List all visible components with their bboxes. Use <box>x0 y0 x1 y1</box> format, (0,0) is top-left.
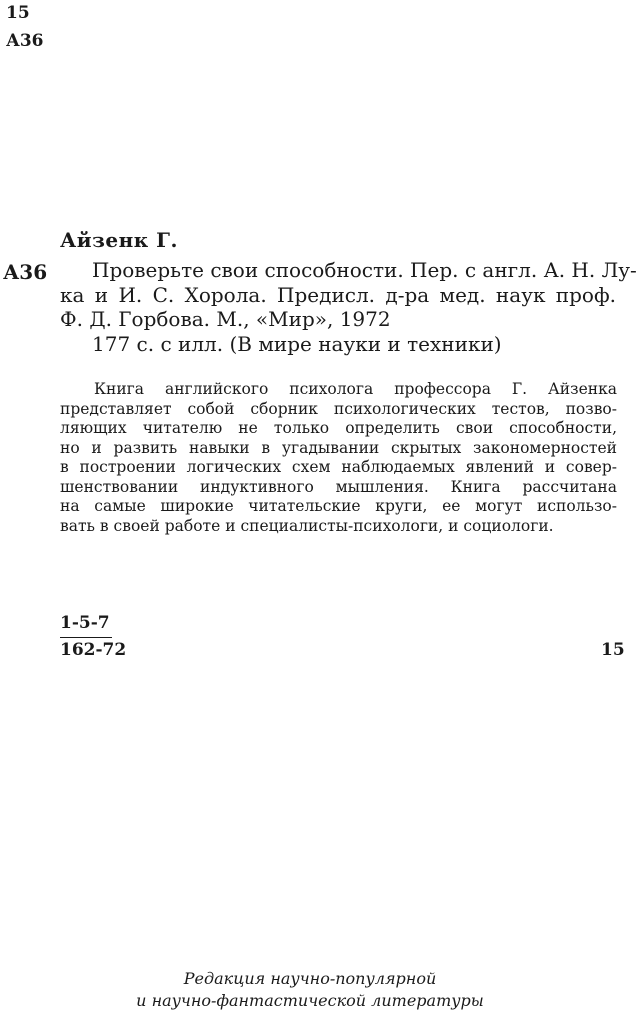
annotation-line: но и развить навыки в угадывании скрытых закономерностей <box>60 438 617 457</box>
annotation-line: вать в своей работе и специалисты-психологи, и социологи. <box>60 516 554 535</box>
bibliographic-record <box>60 258 637 356</box>
bib-line: ка и И. С. Хорола. Предисл. д-ра мед. наук проф. <box>60 282 616 307</box>
author-mark: А36 <box>3 260 48 284</box>
footer-line: и научно-фантастической литературы <box>136 991 484 1010</box>
annotation-line: Книга английского психолога профессора Г. Айзенка <box>94 380 617 398</box>
bib-line: 177 с. с илл. (В мире науки и техники) <box>92 331 502 356</box>
udc-class-number: 15 <box>6 3 30 23</box>
annotation-line: в построении логических схем наблюдаемых явлений и совер- <box>60 458 617 476</box>
annotation-line: шенствовании индуктивного мышления. Книга рассчитана <box>60 477 617 496</box>
annotation-line: ляющих читателю не только определить свои способности, <box>60 419 617 437</box>
bib-line: Ф. Д. Горбова. М., «Мир», 1972 <box>60 307 391 331</box>
annotation <box>60 380 617 536</box>
bib-line: Проверьте свои способности. Пер. с англ. А. Н. Лу- <box>92 258 637 282</box>
author-heading: Айзенк Г. <box>60 228 178 252</box>
index-code-right: 15 <box>601 640 625 660</box>
annotation-line: на самые широкие читательские круги, ее могут использо- <box>60 497 617 515</box>
annotation-line: представляет собой сборник психологических тестов, позво- <box>60 399 617 418</box>
index-code-numerator: 1-5-7 <box>60 613 110 633</box>
udc-author-code: А36 <box>6 31 44 51</box>
footer-line: Редакция научно-популярной <box>183 969 437 988</box>
index-code-fraction-bar <box>60 637 112 638</box>
publisher-footer <box>0 968 620 1012</box>
index-code-denominator: 162-72 <box>60 640 127 660</box>
